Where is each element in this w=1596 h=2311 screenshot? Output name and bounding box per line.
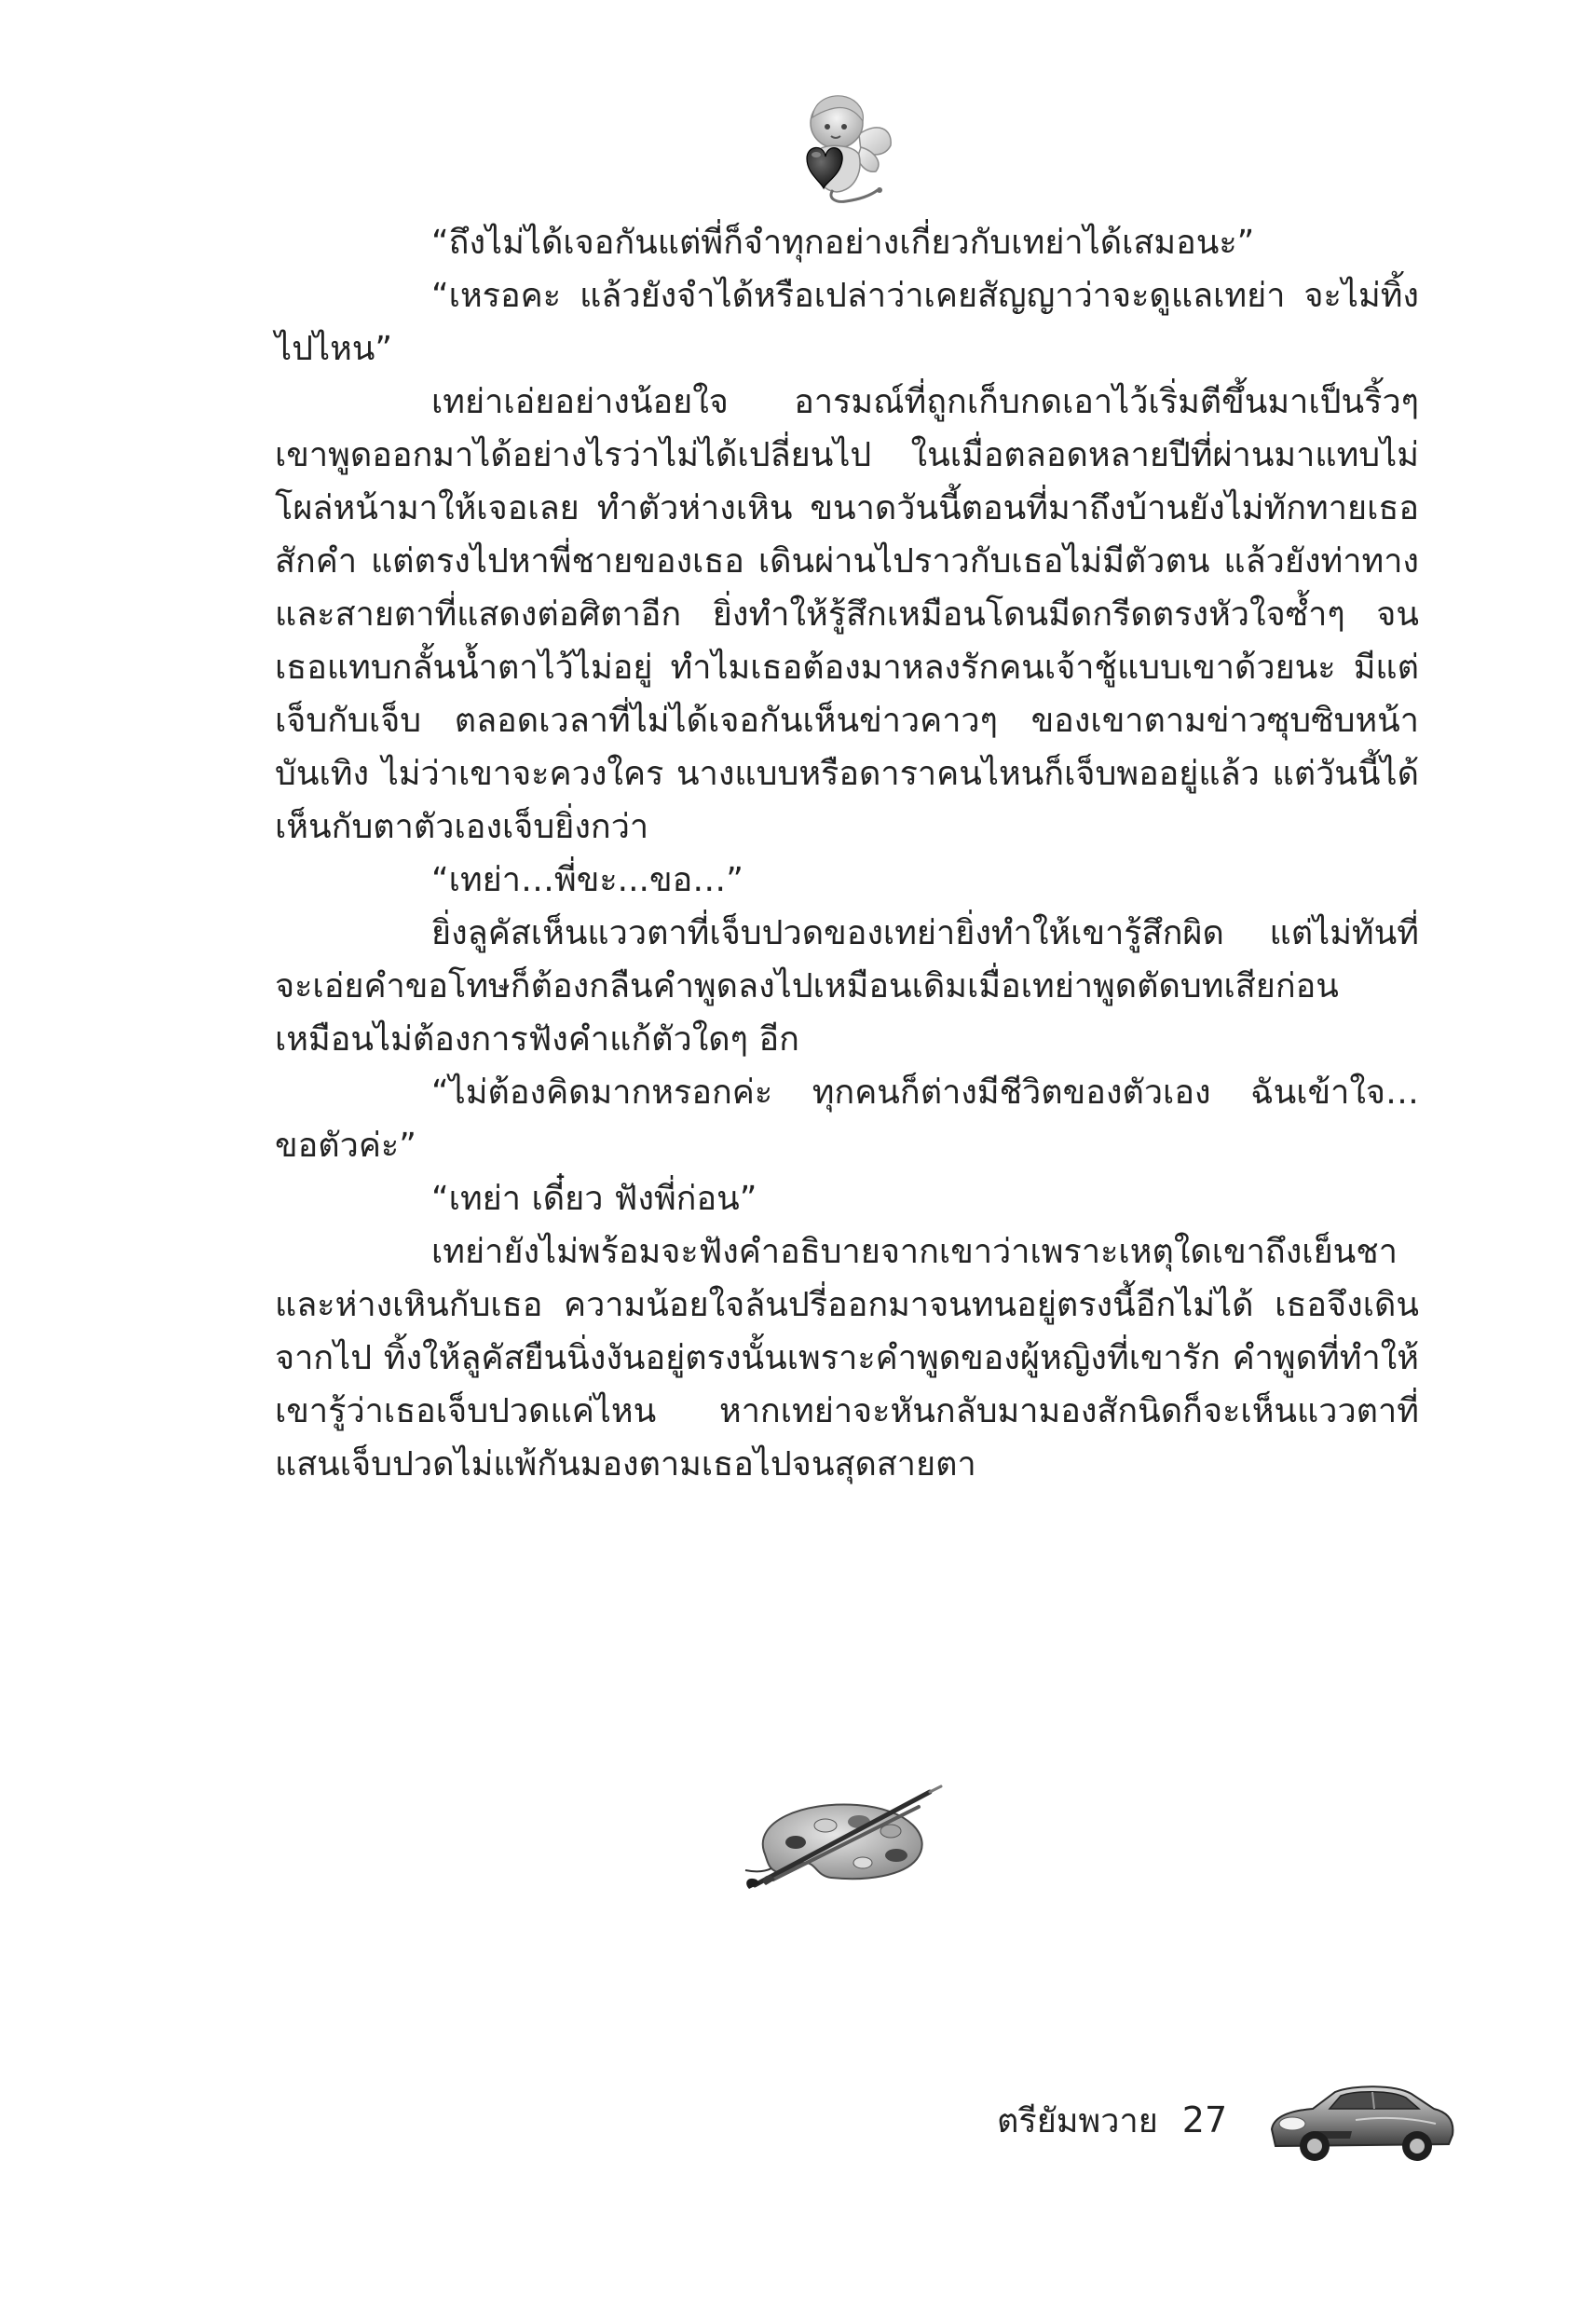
paint-palette-icon — [727, 1766, 950, 1896]
page-footer — [997, 2087, 1239, 2153]
book-title: ตรียัมพวาย — [997, 2101, 1158, 2140]
paragraph: “ไม่ต้องคิดมากหรอกค่ะ ทุกคนก็ต่างมีชีวิตของตัวเอง ฉันเข้าใจ… ขอตัวค่ะ” — [275, 1073, 1419, 1165]
paragraph: “เทย่า…พี่ขะ...ขอ…” — [431, 861, 743, 899]
page-number: 27 — [1181, 2099, 1228, 2140]
story-text — [275, 216, 1419, 1491]
paragraph: ยิ่งลูคัสเห็นแววตาที่เจ็บปวดของเทย่ายิ่งทำให้เขารู้สึกผิด แต่ไม่ทันที่จะเอ่ยคำขอโทษก็ต้องกลืนคำพูดลงไปเหมือนเดิมเมื่อเทย่าพูดตัดบทเสียก่อนเหมือนไม่ต้องการฟังคำแก้ตัวใดๆ อีก — [275, 914, 1419, 1059]
cupid-heart-icon — [781, 86, 896, 207]
paragraph: เทย่าเอ่ยอย่างน้อยใจ อารมณ์ที่ถูกเก็บกดเอาไว้เริ่มตีขึ้นมาเป็นริ้วๆ เขาพูดออกมาได้อย่างไรว่าไม่ได้เปลี่ยนไป ในเมื่อตลอดหลายปีที่ผ่านมาแทบไม่โผล่หน้ามาให้เจอเลย ทำตัวห่างเหิน ขนาดวันนี้ตอนที่มาถึงบ้านยังไม่ทักทายเธอสักคำ แต่ตรงไปหาพี่ชายของเธอ เดินผ่านไปราวกับเธอไม่มีตัวตน แล้วยังท่าทางและสายตาที่แสดงต่อศิตาอีก ยิ่งทำให้รู้สึกเหมือนโดนมีดกรีดตรงหัวใจซ้ำๆ จนเธอแทบกลั้นน้ำตาไว้ไม่อยู่ ทำไมเธอต้องมาหลงรักคนเจ้าชู้แบบเขาด้วยนะ มีแต่เจ็บกับเจ็บ ตลอดเวลาที่ไม่ได้เจอกันเห็นข่าวคาวๆ ของเขาตามข่าวซุบซิบหน้าบันเทิง ไม่ว่าเขาจะควงใคร นางแบบหรือดาราคนไหนก็เจ็บพออยู่แล้ว แต่วันนี้ได้เห็นกับตาตัวเองเจ็บยิ่งกว่า — [275, 383, 1419, 846]
paragraph: เทย่ายังไม่พร้อมจะฟังคำอธิบายจากเขาว่าเพราะเหตุใดเขาถึงเย็นชาและห่างเหินกับเธอ ความน้อยใจล้นปรี่ออกมาจนทนอยู่ตรงนี้อีกไม่ได้ เธอจึงเดินจากไป ทิ้งให้ลูคัสยืนนิ่งงันอยู่ตรงนั้นเพราะคำพูดของผู้หญิงที่เขารัก คำพูดที่ทำให้เขารู้ว่าเธอเจ็บปวดแค่ไหน หากเทย่าจะหันกลับมามองสักนิดก็จะเห็นแววตาที่แสนเจ็บปวดไม่แพ้กันมองตามเธอไปจนสุดสายตา — [275, 1233, 1419, 1484]
paragraph: “เทย่า เดี๋ยว ฟังพี่ก่อน” — [431, 1180, 757, 1218]
sports-car-icon — [1262, 2064, 1458, 2167]
paragraph: “เหรอคะ แล้วยังจำได้หรือเปล่าว่าเคยสัญญาว่าจะดูแลเทย่า จะไม่ทิ้งไปไหน” — [275, 277, 1419, 368]
paragraph: “ถึงไม่ได้เจอกันแต่พี่ก็จำทุกอย่างเกี่ยวกับเทย่าได้เสมอนะ” — [431, 224, 1255, 262]
